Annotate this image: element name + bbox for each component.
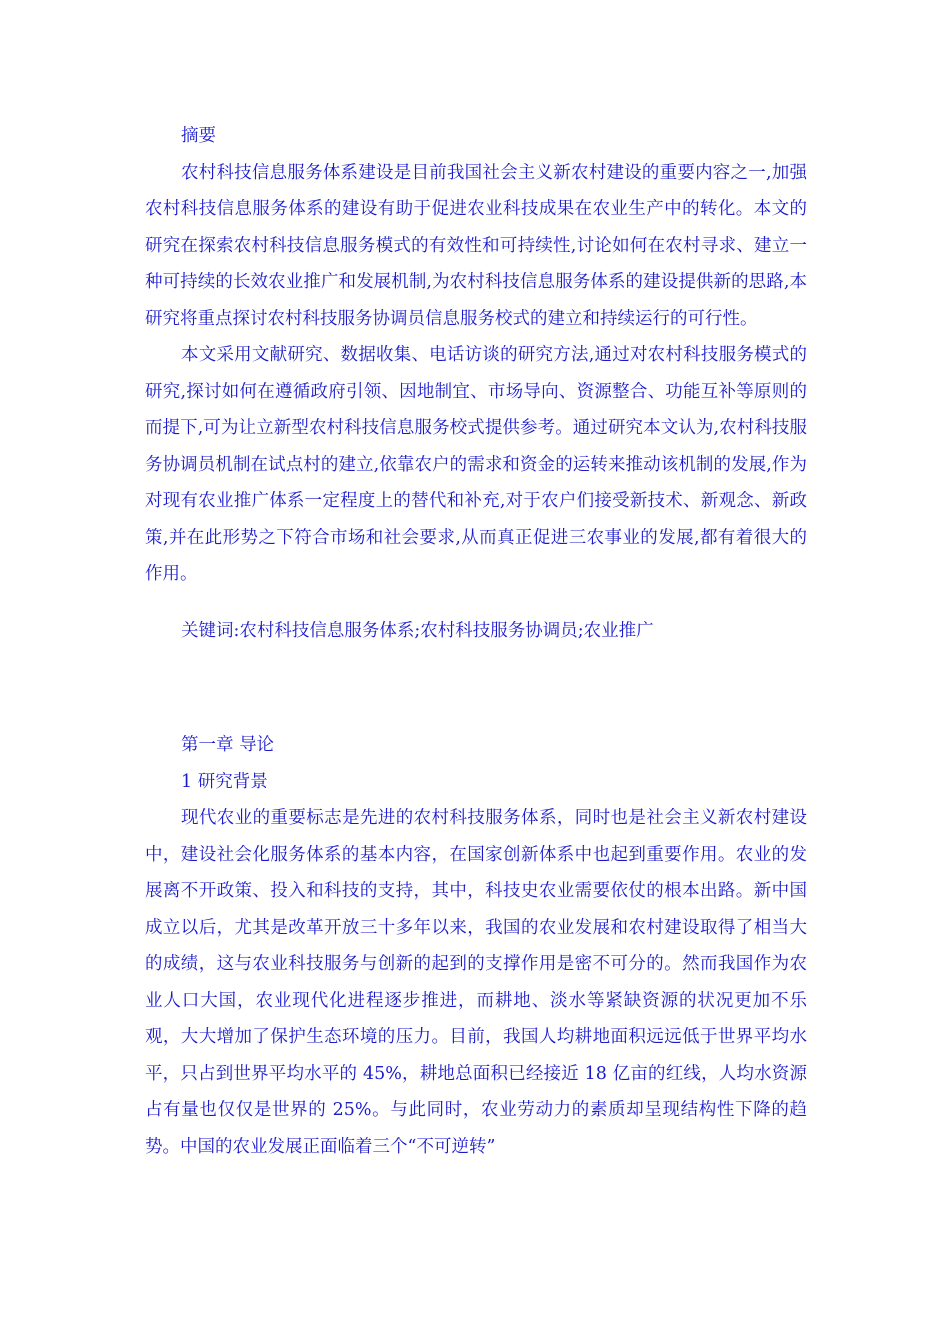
- chapter-title: 第一章 导论: [181, 735, 275, 755]
- abstract-paragraph-2: 本文采用文献研究、数据收集、电话访谈的研究方法,通过对农村科技服务模式的研究,探讨如何在遵循政府引领、因地制宜、市场导向、资源整合、功能互补等原则的而提下,可为让立新型农村科技信息服务校式提供参考。通过研究本文认为,农村科技服务协调员机制在试点村的建立,依靠农户的需求和资金的运转来推动该机制的发展,作为对现有农业推广体系一定程度上的替代和补充,对于农户们接受新技术、新观念、新政策,并在此形势之下符合市场和社会要求,从而真正促进三农事业的发展,都有着很大的作用。: [145, 345, 807, 584]
- spacer: [145, 593, 807, 613]
- keywords-line: 关键词:农村科技信息服务体系;农村科技服务协调员;农业推广: [181, 620, 654, 641]
- document-page: [145, 118, 807, 1165]
- abstract-heading: 摘要: [181, 126, 216, 146]
- abstract-paragraph-1: 农村科技信息服务体系建设是目前我国社会主义新农村建设的重要内容之一,加强农村科技信息服务体系的建设有助于促进农业科技成果在农业生产中的转化。本文的研究在探索农村科技信息服务模式的有效性和可持续性,讨论如何在农村寻求、建立一种可持续的长效农业推广和发展机制,为农村科技信息服务体系的建设提供新的思路,本研究将重点探讨农村科技服务协调员信息服务校式的建立和持续运行的可行性。: [145, 162, 807, 329]
- spacer: [145, 649, 807, 727]
- body-paragraph: 现代农业的重要标志是先进的农村科技服务体系，同时也是社会主义新农村建设中，建设社会化服务体系的基本内容，在国家创新体系中也起到重要作用。农业的发展离不开政策、投入和科技的支持，其中，科技史农业需要依仗的根本出路。新中国成立以后，尤其是改革开放三十多年以来，我国的农业发展和农村建设取得了相当大的成绩，这与农业科技服务与创新的起到的支撑作用是密不可分的。然而我国作为农业人口大国，农业现代化进程逐步推进，而耕地、淡水等紧缺资源的状况更加不乐观，大大增加了保护生态环境的压力。目前，我国人均耕地面积远远低于世界平均水平，只占到世界平均水平的 45%，耕地总面积已经接近 18 亿亩的红线，人均水资源占有量也仅仅是世界的 25%。与此同时，农业劳动力的素质却呈现结构性下降的趋势。中国的农业发展正面临着三个“不可逆转”: [145, 808, 807, 1157]
- section-title: 1 研究背景: [181, 771, 268, 792]
